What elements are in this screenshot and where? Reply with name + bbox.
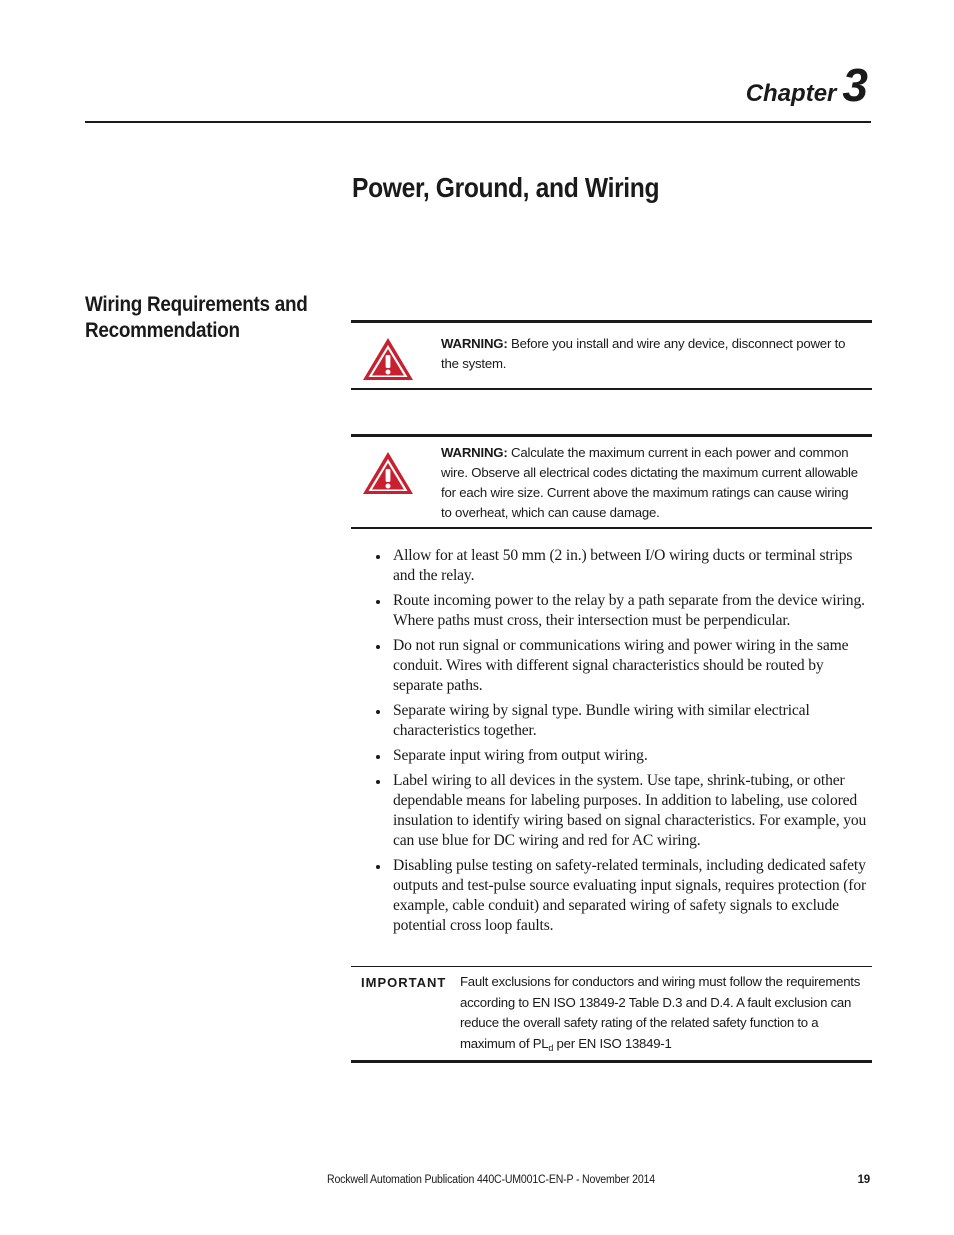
- list-item: Do not run signal or communications wiring and power wiring in the same conduit. Wires with different signal characteristics should be routed by separate paths.: [372, 636, 872, 696]
- important-text-end: per EN ISO 13849-1: [553, 1035, 672, 1051]
- list-item: Disabling pulse testing on safety-related terminals, including dedicated safety outputs and test-pulse source evaluating input signals, requires protection (for example, cable conduit) and separated wiring of safety signals to exclude potential cross loop faults.: [372, 856, 872, 936]
- warning-text: [441, 443, 862, 523]
- important-tag: IMPORTANT: [361, 975, 447, 990]
- publication-info: Rockwell Automation Publication 440C-UM001C-EN-P - November 2014: [327, 1174, 655, 1186]
- warning-message: Before you install and wire any device, disconnect power to the system.: [441, 336, 846, 371]
- chapter-label: Chapter: [745, 80, 837, 107]
- warning-notice-1: [351, 320, 872, 390]
- important-notice: [351, 966, 872, 1063]
- wiring-guidelines-list: [372, 546, 872, 941]
- important-subscript: d: [548, 1042, 554, 1053]
- warning-label: WARNING:: [441, 336, 508, 351]
- warning-triangle-icon: [361, 450, 415, 501]
- list-item: Separate wiring by signal type. Bundle wiring with similar electrical characteristics together.: [372, 701, 872, 741]
- warning-triangle-icon: [361, 336, 415, 387]
- chapter-heading: [745, 59, 868, 111]
- list-item: Separate input wiring from output wiring.: [372, 746, 872, 766]
- warning-text: [441, 334, 862, 374]
- warning-notice-2: [351, 434, 872, 529]
- warning-label: WARNING:: [441, 445, 508, 460]
- chapter-number: 3: [842, 59, 868, 111]
- important-text: [460, 972, 868, 1054]
- list-item: Allow for at least 50 mm (2 in.) between I/O wiring ducts or terminal strips and the relay.: [372, 546, 872, 586]
- list-item: Label wiring to all devices in the system. Use tape, shrink-tubing, or other dependable means for labeling purposes. In addition to labeling, use colored insulation to identify wiring based on signal characteristics. For example, you can use blue for DC wiring and red for AC wiring.: [372, 771, 872, 851]
- page-number: 19: [857, 1174, 870, 1186]
- important-text-main: Fault exclusions for conductors and wiring must follow the requirements according to EN ISO 13849-2 Table D.3 and D.4. A fault exclusion can reduce the overall safety rating of the related safety function to a maximum of PL: [460, 974, 861, 1051]
- page-title: Power, Ground, and Wiring: [352, 172, 660, 203]
- chapter-divider: [85, 121, 871, 123]
- warning-message: Calculate the maximum current in each power and common wire. Observe all electrical codes dictating the maximum current allowable for each wire size. Current above the maximum ratings can cause wiring to overheat, which can cause damage.: [441, 445, 858, 520]
- list-item: Route incoming power to the relay by a path separate from the device wiring. Where paths must cross, their intersection must be perpendicular.: [372, 591, 872, 631]
- section-title: Wiring Requirements and Recommendation: [85, 293, 308, 342]
